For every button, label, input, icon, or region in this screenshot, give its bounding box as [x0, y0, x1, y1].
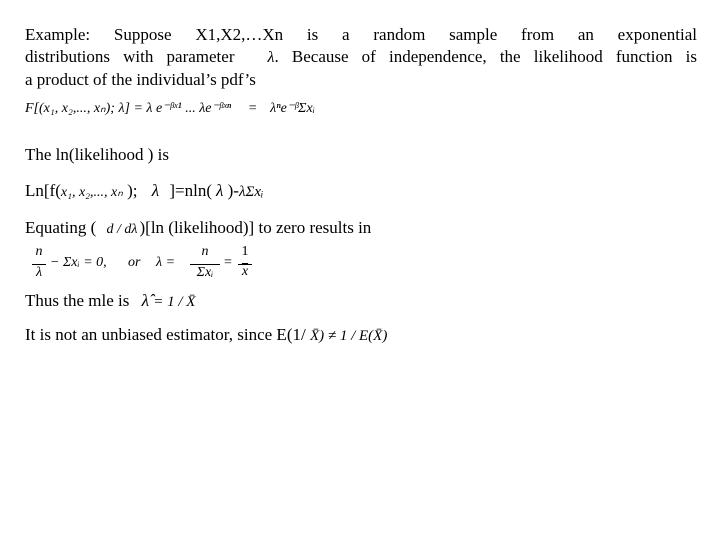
ln-eq: ]=nln( — [169, 181, 212, 200]
ln-mid: ); — [127, 181, 138, 200]
lambda-placeholder: λ — [234, 49, 275, 66]
equating-prefix: Equating ( — [25, 218, 97, 237]
ln-prefix: Ln[f( — [25, 181, 61, 200]
ln-equation — [25, 180, 263, 204]
result-or: or — [128, 255, 141, 270]
intro-line-1: Example: Suppose X1,X2,…Xn is a random sample from an exponential — [25, 25, 697, 44]
result-one: 1 — [241, 244, 249, 259]
likelihood-eq-sign: = — [248, 101, 257, 116]
ln-lambda: λ — [151, 181, 160, 200]
mle-rhs: = 1 / X̄ — [153, 294, 196, 310]
unbiased-text: It is not an unbiased estimator, since E(1/ — [25, 325, 306, 344]
mle-label: Thus the mle is — [25, 291, 130, 310]
equating-line — [25, 217, 371, 241]
ln-lambda2: λ — [216, 181, 224, 200]
equating-suffix: )[ln (likelihood)] to zero results in — [139, 218, 372, 237]
likelihood-lhs: F[(x₁, x₂,..., xₙ); λ] = — [25, 101, 143, 116]
mle-line — [25, 290, 195, 313]
equating-deriv: d / dλ — [106, 222, 138, 237]
likelihood-equation — [25, 100, 315, 117]
result-xbar: $\overline{x}$ — [241, 264, 249, 279]
result-eq2: = — [224, 255, 232, 270]
result-n: n — [35, 244, 43, 259]
result-equation — [30, 244, 290, 288]
likelihood-mid: λ e⁻ᵝˣ¹ ... λe⁻ᵝˣⁿ — [146, 101, 232, 116]
unbiased-expr: X̄) ≠ 1 / E(X̄) — [309, 328, 388, 344]
intro-line-2-b: . Because of independence, the likelihood function is — [274, 47, 697, 66]
likelihood-rhs: λⁿe⁻ᵝΣxᵢ — [270, 101, 315, 116]
result-sumx: Σxᵢ — [196, 265, 214, 280]
ln-close: )- — [227, 181, 239, 200]
mle-lhs: λ̂ — [141, 291, 149, 310]
ln-args: x₁, x₂,..., xₙ — [60, 185, 123, 200]
intro-line-2 — [25, 46, 697, 69]
unbiased-line — [25, 324, 387, 347]
intro-paragraph — [25, 24, 697, 91]
intro-line-3: a product of the individual’s pdf’s — [25, 70, 256, 89]
result-lambda: λ — [35, 265, 43, 280]
result-minus-sum: − Σxᵢ = 0, — [50, 255, 107, 270]
ln-likelihood-label: The ln(likelihood ) is — [25, 145, 170, 164]
intro-line-2-a: distributions with parameter — [25, 47, 235, 66]
ln-sum: λΣxᵢ — [238, 184, 264, 200]
result-lambda-eq: λ = — [156, 255, 176, 270]
result-n2: n — [201, 244, 209, 259]
